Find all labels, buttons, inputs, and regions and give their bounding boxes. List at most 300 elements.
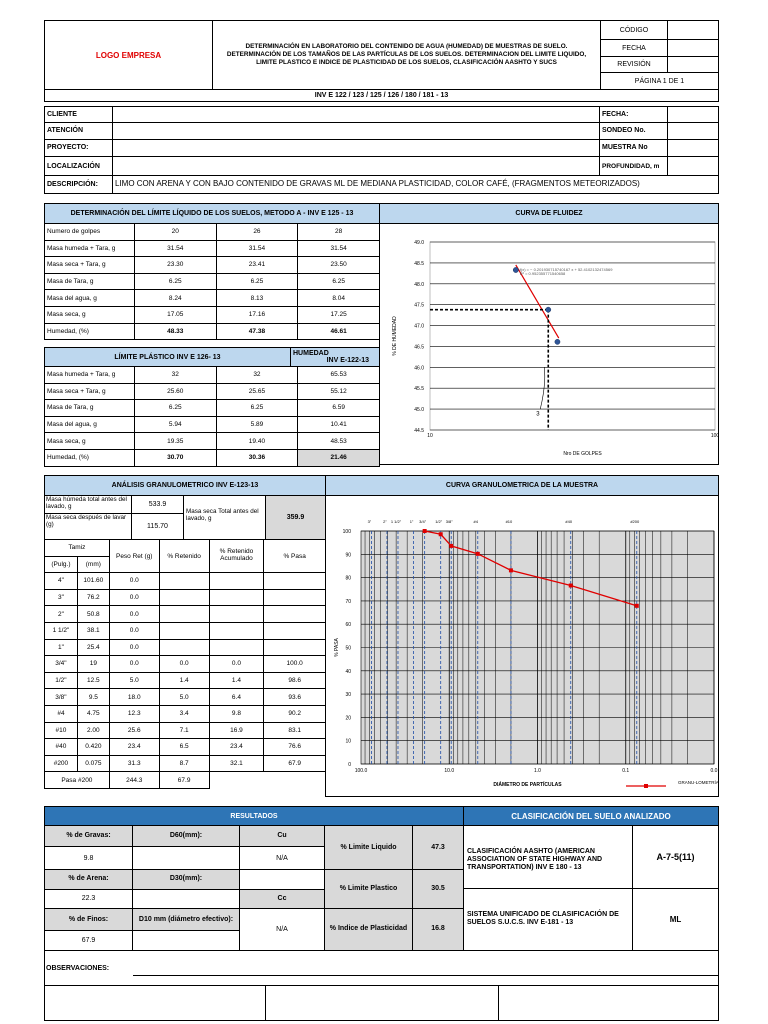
ll-cell: 8.24 bbox=[134, 290, 216, 307]
y-tick-label: 20 bbox=[345, 715, 351, 722]
ll-table bbox=[44, 223, 380, 340]
h-pasa: % Pasa bbox=[264, 540, 326, 573]
localizacion-label: LOCALIZACIÓN bbox=[44, 156, 113, 176]
sieve-label: 2" bbox=[383, 519, 387, 524]
granu-cell: #10 bbox=[45, 722, 78, 739]
lp-title: LÍMITE PLÁSTICO INV E 126- 13 bbox=[44, 347, 291, 367]
masa-seca-label: Masa seca después de lavar (g) bbox=[44, 513, 132, 540]
lp-cell: Masa seca, g bbox=[45, 433, 135, 450]
sieve-label: #40 bbox=[565, 519, 573, 524]
data-point bbox=[635, 604, 639, 608]
granu-cell: 0.0 bbox=[109, 639, 159, 656]
granu-cell: 3/8" bbox=[45, 689, 78, 706]
data-point bbox=[509, 568, 513, 572]
granu-cell: 16.9 bbox=[209, 722, 264, 739]
ll-cell: 23.50 bbox=[298, 257, 380, 274]
ll-title: DETERMINACIÓN DEL LÍMITE LÍQUIDO DE LOS SUELOS, METODO A - INV E 125 - 13 bbox=[44, 203, 380, 224]
ll-row bbox=[45, 323, 380, 340]
granu-cell: 2" bbox=[45, 606, 78, 623]
data-point bbox=[555, 339, 560, 344]
legend-label: GRANU-LOMETRÍA bbox=[678, 780, 719, 785]
h-tamiz: Tamiz bbox=[45, 540, 110, 557]
cc-label: Cc bbox=[239, 889, 325, 909]
granu-cell: 3/4" bbox=[45, 656, 78, 673]
granu-cell: 32.1 bbox=[209, 755, 264, 772]
y-axis-label: % PASA bbox=[334, 638, 340, 657]
ll-cell: 46.61 bbox=[298, 323, 380, 340]
x-axis-label: DIÁMETRO DE PARTÍCULAS bbox=[493, 782, 562, 788]
granu-cell: 12.3 bbox=[109, 705, 159, 722]
norms: INV E 122 / 123 / 125 / 126 / 180 / 181 - 13 bbox=[44, 89, 719, 102]
ll-cell: 20 bbox=[134, 224, 216, 241]
ll-cell: 17.16 bbox=[216, 306, 298, 323]
ll-cell: 31.54 bbox=[298, 240, 380, 257]
y-tick-label: 10 bbox=[345, 738, 351, 745]
humedad-title: HUMEDAD bbox=[293, 350, 329, 357]
masa-total-value: 359.9 bbox=[265, 495, 326, 540]
granu-cell: 101.60 bbox=[77, 573, 109, 590]
lp-table bbox=[44, 366, 380, 467]
granu-chart-panel bbox=[325, 495, 719, 797]
document-title: DETERMINACIÓN EN LABORATORIO DEL CONTENIDO DE AGUA (HUMEDAD) DE MUESTRAS DE SUELO. DETERMINACIÓN DE LOS TAMAÑOS DE LAS PARTÍCULAS DE LOS SUELOS. DETERMINACION DEL LIMITE LIQUIDO, LIMITE PLASTICO E INDICE DE PLASTICIDAD DE LOS SUELOS, CLASIFICACIÓN AASHTO Y SUCS bbox=[212, 20, 601, 90]
sieve-label: #4 bbox=[473, 519, 479, 524]
d10-value bbox=[132, 930, 240, 951]
granu-row bbox=[45, 672, 326, 689]
ll-cell: 23.41 bbox=[216, 257, 298, 274]
granu-row bbox=[45, 639, 326, 656]
granu-cell: #40 bbox=[45, 739, 78, 756]
granu-cell: 4.75 bbox=[77, 705, 109, 722]
granu-cell bbox=[264, 622, 326, 639]
signature-divider-1 bbox=[265, 985, 266, 1021]
granu-cell bbox=[209, 573, 264, 590]
arena-value: 22.3 bbox=[44, 889, 133, 909]
granu-row bbox=[45, 705, 326, 722]
pasa-200-label: Pasa #200 bbox=[45, 772, 110, 789]
cliente-value bbox=[112, 106, 600, 123]
granu-cell: 76.2 bbox=[77, 589, 109, 606]
lp-cell: 6.59 bbox=[298, 400, 380, 417]
y-tick-label: 47.0 bbox=[414, 323, 424, 330]
sieve-label: #10 bbox=[505, 519, 513, 524]
codigo-value bbox=[667, 20, 719, 40]
granu-cell: 1 1/2" bbox=[45, 622, 78, 639]
data-point bbox=[546, 307, 551, 312]
lp-row bbox=[45, 433, 380, 450]
ll-row bbox=[45, 306, 380, 323]
granu-cell: 1/2" bbox=[45, 672, 78, 689]
d30-label: D30(mm): bbox=[132, 869, 240, 890]
granu-cell: 0.0 bbox=[109, 606, 159, 623]
d60-value bbox=[132, 846, 240, 870]
granu-row bbox=[45, 755, 326, 772]
granu-cell: 90.2 bbox=[264, 705, 326, 722]
ll-cell: 23.30 bbox=[134, 257, 216, 274]
profundidad-value bbox=[667, 156, 719, 176]
x-tick-label: 0.0 bbox=[710, 768, 718, 774]
ll-cell: Numero de golpes bbox=[45, 224, 135, 241]
fluidez-chart bbox=[380, 224, 718, 464]
humedad-sub: INV E-122-13 bbox=[326, 357, 369, 364]
ll-row bbox=[45, 257, 380, 274]
data-point bbox=[423, 529, 427, 533]
granu-cell: 23.4 bbox=[209, 739, 264, 756]
lp-cell: 55.12 bbox=[298, 383, 380, 400]
gravas-label: % de Gravas: bbox=[44, 825, 133, 847]
ll-cell: Masa de Tara, g bbox=[45, 273, 135, 290]
y-tick-label: 45.0 bbox=[414, 407, 424, 414]
ll-cell: Masa humeda + Tara, g bbox=[45, 240, 135, 257]
arena-label: % de Arena: bbox=[44, 869, 133, 890]
y-tick-label: 48.5 bbox=[414, 260, 424, 267]
ll-cell: Masa seca + Tara, g bbox=[45, 257, 135, 274]
y-tick-label: 46.5 bbox=[414, 344, 424, 351]
y-tick-label: 100 bbox=[342, 529, 351, 535]
data-point bbox=[439, 532, 443, 536]
descripcion-label: DESCRIPCIÓN: bbox=[44, 175, 113, 194]
granu-cell: 7.1 bbox=[159, 722, 209, 739]
h-retenido: % Retenido bbox=[159, 540, 209, 573]
granu-cell: 3.4 bbox=[159, 705, 209, 722]
ll-cell: 28 bbox=[298, 224, 380, 241]
ll-cell: 8.13 bbox=[216, 290, 298, 307]
resultados-title: RESULTADOS bbox=[44, 806, 464, 826]
x-tick-label: 1.0 bbox=[534, 768, 541, 774]
granu-cell: 19 bbox=[77, 656, 109, 673]
lp-cell: 25.60 bbox=[134, 383, 216, 400]
granu-cell bbox=[159, 573, 209, 590]
granu-cell: 5.0 bbox=[109, 672, 159, 689]
fecha-info-label: FECHA: bbox=[599, 106, 668, 123]
granu-cell: 4" bbox=[45, 573, 78, 590]
d60-label: D60(mm): bbox=[132, 825, 240, 847]
h-acumulado: % Retenido Acumulado bbox=[209, 540, 264, 573]
granu-cell: 25.4 bbox=[77, 639, 109, 656]
granu-cell: 0.0 bbox=[209, 656, 264, 673]
lp-cell: Masa seca + Tara, g bbox=[45, 383, 135, 400]
granu-cell: 5.0 bbox=[159, 689, 209, 706]
ll-cell: 48.33 bbox=[134, 323, 216, 340]
granu-cell: 31.3 bbox=[109, 755, 159, 772]
sieve-label: 3/8" bbox=[445, 519, 453, 524]
trend-r2: R² = 0.952355771540658 bbox=[519, 270, 566, 276]
lp-row bbox=[45, 367, 380, 384]
ll-cell: Humedad, (%) bbox=[45, 323, 135, 340]
ll-result-value: 47.3 bbox=[412, 825, 464, 870]
lp-cell: 30.70 bbox=[134, 449, 216, 466]
ll-cell: 31.54 bbox=[216, 240, 298, 257]
ll-row bbox=[45, 273, 380, 290]
granu-row bbox=[45, 739, 326, 756]
granu-chart-title: CURVA GRANULOMETRICA DE LA MUESTRA bbox=[325, 475, 719, 496]
granu-row bbox=[45, 689, 326, 706]
granu-cell: 23.4 bbox=[109, 739, 159, 756]
y-tick-label: 80 bbox=[345, 575, 351, 582]
ll-cell: Masa del agua, g bbox=[45, 290, 135, 307]
muestra-value bbox=[667, 139, 719, 157]
legend-marker bbox=[644, 784, 648, 788]
d10-label: D10 mm (diámetro efectivo): bbox=[132, 908, 240, 931]
data-point bbox=[449, 544, 453, 548]
y-tick-label: 30 bbox=[345, 692, 351, 699]
cu-label: Cu bbox=[239, 825, 325, 847]
granu-cell: 6.5 bbox=[159, 739, 209, 756]
granu-cell: 76.6 bbox=[264, 739, 326, 756]
granu-row bbox=[45, 606, 326, 623]
granu-cell bbox=[159, 622, 209, 639]
lp-row bbox=[45, 383, 380, 400]
localizacion-value bbox=[112, 156, 600, 176]
lp-cell: 30.36 bbox=[216, 449, 298, 466]
ip-result-label: % Indice de Plasticidad bbox=[324, 908, 413, 951]
sieve-label: 1/2" bbox=[435, 519, 443, 524]
y-tick-label: 0 bbox=[348, 762, 351, 768]
sieve-label: #200 bbox=[630, 519, 640, 524]
pasa-200-peso: 244.3 bbox=[109, 772, 159, 789]
proyecto-value bbox=[112, 139, 600, 157]
fluidez-panel bbox=[379, 223, 719, 465]
x-tick-label: 10 bbox=[427, 433, 433, 439]
granu-cell: 0.0 bbox=[109, 573, 159, 590]
observaciones-line bbox=[133, 975, 719, 976]
y-tick-label: 48.0 bbox=[414, 281, 424, 288]
lp-row bbox=[45, 416, 380, 433]
granu-cell bbox=[209, 606, 264, 623]
ll-cell: 8.04 bbox=[298, 290, 380, 307]
ll-cell: 17.25 bbox=[298, 306, 380, 323]
granu-cell bbox=[264, 589, 326, 606]
masa-humeda-value: 533.9 bbox=[131, 495, 184, 514]
granu-cell: 9.5 bbox=[77, 689, 109, 706]
lp-cell: 32 bbox=[134, 367, 216, 384]
d30-spacer bbox=[239, 869, 325, 890]
granu-cell bbox=[159, 589, 209, 606]
pagina: PÁGINA 1 DE 1 bbox=[600, 72, 719, 90]
granu-cell bbox=[264, 606, 326, 623]
data-point bbox=[569, 584, 573, 588]
sieve-label: 1 1/2" bbox=[390, 519, 402, 524]
finos-value: 67.9 bbox=[44, 930, 133, 951]
profundidad-label: PROFUNDIDAD, m bbox=[599, 156, 668, 176]
x-tick-label: 100 bbox=[710, 433, 720, 439]
humedad-header bbox=[290, 347, 380, 367]
granu-cell: 100.0 bbox=[264, 656, 326, 673]
granu-cell: 0.420 bbox=[77, 739, 109, 756]
granu-cell bbox=[264, 573, 326, 590]
revision-value bbox=[667, 56, 719, 73]
lp-cell: 6.25 bbox=[216, 400, 298, 417]
granu-title: ANÁLISIS GRANULOMETRICO INV E-123-13 bbox=[44, 475, 326, 496]
revision-label: REVISIÓN bbox=[600, 56, 668, 73]
muestra-label: MUESTRA No bbox=[599, 139, 668, 157]
granu-cell: 93.6 bbox=[264, 689, 326, 706]
y-tick-label: 60 bbox=[345, 622, 351, 629]
pasa-200-pct: 67.9 bbox=[159, 772, 209, 789]
granu-row bbox=[45, 589, 326, 606]
granu-cell: 12.5 bbox=[77, 672, 109, 689]
granu-cell: 6.4 bbox=[209, 689, 264, 706]
cliente-label: CLIENTE bbox=[44, 106, 113, 123]
aashto-value: A-7-5(11) bbox=[632, 825, 719, 889]
atencion-value bbox=[112, 122, 600, 140]
granu-cell: 0.0 bbox=[109, 622, 159, 639]
aashto-label: CLASIFICACIÓN AASHTO (AMERICAN ASSOCIATION OF STATE HIGHWAY AND TRANSPORTATION) INV E 180 - 13 bbox=[463, 825, 633, 889]
atencion-label: ATENCIÓN bbox=[44, 122, 113, 140]
data-point bbox=[513, 267, 518, 272]
x-tick-label: 10.0 bbox=[444, 768, 455, 774]
lp-cell: Masa humeda + Tara, g bbox=[45, 367, 135, 384]
ll-cell: 47.38 bbox=[216, 323, 298, 340]
lp-cell: 5.94 bbox=[134, 416, 216, 433]
sieve-label: 3" bbox=[367, 519, 372, 524]
granu-cell: #4 bbox=[45, 705, 78, 722]
ll-row bbox=[45, 290, 380, 307]
logo: LOGO EMPRESA bbox=[44, 20, 213, 90]
lp-cell: Humedad, (%) bbox=[45, 449, 135, 466]
granu-cell: 38.1 bbox=[77, 622, 109, 639]
granu-cell: 83.1 bbox=[264, 722, 326, 739]
lp-cell: 6.25 bbox=[134, 400, 216, 417]
y-axis-label: % DE HUMEDAD bbox=[392, 316, 398, 356]
masa-total-label: Masa seca Total antes del lavado, g bbox=[183, 495, 266, 540]
lp-cell: 32 bbox=[216, 367, 298, 384]
fecha-value bbox=[667, 39, 719, 57]
trend-equation: f(x) = − 0.201930715740167 x + 52.4102132474569 bbox=[519, 266, 613, 272]
codigo-label: CÓDIGO bbox=[600, 20, 668, 40]
lp-cell: 25.65 bbox=[216, 383, 298, 400]
y-tick-label: 46.0 bbox=[414, 365, 424, 372]
descripcion-value: LIMO CON ARENA Y CON BAJO CONTENIDO DE GRAVAS ML DE MEDIANA PLASTICIDAD, COLOR CAFÉ, (FRAGMENTOS METEORIZADOS) bbox=[112, 175, 719, 194]
masa-seca-value: 115.70 bbox=[131, 513, 184, 540]
y-tick-label: 47.5 bbox=[414, 302, 424, 309]
granu-row bbox=[45, 622, 326, 639]
sucs-value: ML bbox=[632, 888, 719, 951]
ll-row bbox=[45, 240, 380, 257]
granu-cell bbox=[264, 639, 326, 656]
fecha-label: FECHA bbox=[600, 39, 668, 57]
ll-cell: 6.25 bbox=[134, 273, 216, 290]
ll-result-label: % Limite Liquido bbox=[324, 825, 413, 870]
granu-cell: 9.8 bbox=[209, 705, 264, 722]
h-mm: (mm) bbox=[77, 556, 109, 573]
h-pulg: (Pulg.) bbox=[45, 556, 78, 573]
granu-cell bbox=[159, 639, 209, 656]
granu-cell: #200 bbox=[45, 755, 78, 772]
lp-row bbox=[45, 400, 380, 417]
ll-cell: Masa seca, g bbox=[45, 306, 135, 323]
lp-result-value: 30.5 bbox=[412, 869, 464, 909]
d30-value bbox=[132, 889, 240, 909]
ll-cell: 31.54 bbox=[134, 240, 216, 257]
sondeo-value bbox=[667, 122, 719, 140]
lp-cell: 65.53 bbox=[298, 367, 380, 384]
ip-result-value: 16.8 bbox=[412, 908, 464, 951]
granu-cell: 50.8 bbox=[77, 606, 109, 623]
x-axis-label: Nro DE GOLPES bbox=[563, 451, 602, 457]
y-tick-label: 70 bbox=[345, 598, 351, 605]
lp-cell: 21.46 bbox=[298, 449, 380, 466]
granu-cell bbox=[209, 589, 264, 606]
granu-row bbox=[45, 722, 326, 739]
sucs-label: SISTEMA UNIFICADO DE CLASIFICACIÓN DE SUELOS S.U.C.S. INV E-181 - 13 bbox=[463, 888, 633, 951]
granu-cell: 0.075 bbox=[77, 755, 109, 772]
granu-row bbox=[45, 656, 326, 673]
signature-row-top bbox=[44, 985, 719, 986]
cu-value: N/A bbox=[239, 846, 325, 870]
granu-cell: 1" bbox=[45, 639, 78, 656]
granu-table bbox=[44, 539, 326, 789]
lp-cell: Masa del agua, g bbox=[45, 416, 135, 433]
fecha-info-value bbox=[667, 106, 719, 123]
masa-humeda-label: Masa húmeda total antes del lavado, g bbox=[44, 495, 132, 514]
observaciones-label: OBSERVACIONES: bbox=[46, 965, 110, 972]
granu-cell: 1.4 bbox=[159, 672, 209, 689]
granu-cell: 0.0 bbox=[109, 656, 159, 673]
lp-cell: 48.53 bbox=[298, 433, 380, 450]
sieve-label: 3/4" bbox=[419, 519, 427, 524]
granu-cell: 25.6 bbox=[109, 722, 159, 739]
granu-cell bbox=[159, 606, 209, 623]
granu-cell: 18.0 bbox=[109, 689, 159, 706]
proyecto-label: PROYECTO: bbox=[44, 139, 113, 157]
granu-chart bbox=[326, 496, 718, 796]
ll-cell: 17.05 bbox=[134, 306, 216, 323]
granu-cell: 2.00 bbox=[77, 722, 109, 739]
lp-cell: 19.35 bbox=[134, 433, 216, 450]
clasificacion-title: CLASIFICACIÓN DEL SUELO ANALIZADO bbox=[463, 806, 719, 826]
data-point bbox=[476, 552, 480, 556]
lp-cell: Masa de Tara, g bbox=[45, 400, 135, 417]
ll-cell: 26 bbox=[216, 224, 298, 241]
ll-cell: 6.25 bbox=[298, 273, 380, 290]
granu-cell: 8.7 bbox=[159, 755, 209, 772]
y-tick-label: 44.5 bbox=[414, 428, 424, 434]
ll-row bbox=[45, 224, 380, 241]
granu-cell: 3" bbox=[45, 589, 78, 606]
y-tick-label: 90 bbox=[345, 552, 351, 559]
gravas-value: 9.8 bbox=[44, 846, 133, 870]
granu-cell: 67.9 bbox=[264, 755, 326, 772]
x-tick-label: 100.0 bbox=[354, 768, 368, 774]
y-tick-label: 40 bbox=[345, 668, 351, 675]
granu-cell bbox=[209, 622, 264, 639]
granu-row bbox=[45, 573, 326, 590]
y-tick-label: 49.0 bbox=[414, 240, 424, 246]
sondeo-label: SONDEO No. bbox=[599, 122, 668, 140]
lp-row bbox=[45, 449, 380, 466]
lp-cell: 5.89 bbox=[216, 416, 298, 433]
x-tick-label: 0.1 bbox=[622, 768, 630, 774]
y-tick-label: 50 bbox=[345, 645, 351, 652]
lp-cell: 10.41 bbox=[298, 416, 380, 433]
sieve-label: 1" bbox=[409, 519, 414, 524]
h-peso: Peso Ret (g) bbox=[109, 540, 159, 573]
granu-cell: 0.0 bbox=[109, 589, 159, 606]
granu-cell bbox=[209, 639, 264, 656]
lp-result-label: % Limite Plastico bbox=[324, 869, 413, 909]
granu-cell: 98.6 bbox=[264, 672, 326, 689]
granu-cell: 0.0 bbox=[159, 656, 209, 673]
ll-cell: 6.25 bbox=[216, 273, 298, 290]
finos-label: % de Finos: bbox=[44, 908, 133, 931]
fluidez-title: CURVA DE FLUIDEZ bbox=[379, 203, 719, 224]
y-tick-label: 45.5 bbox=[414, 386, 424, 393]
annotation-text: 3 bbox=[536, 411, 540, 418]
signature-divider-2 bbox=[498, 985, 499, 1021]
cc-value: N/A bbox=[239, 908, 325, 951]
lp-cell: 19.40 bbox=[216, 433, 298, 450]
granu-cell: 1.4 bbox=[209, 672, 264, 689]
